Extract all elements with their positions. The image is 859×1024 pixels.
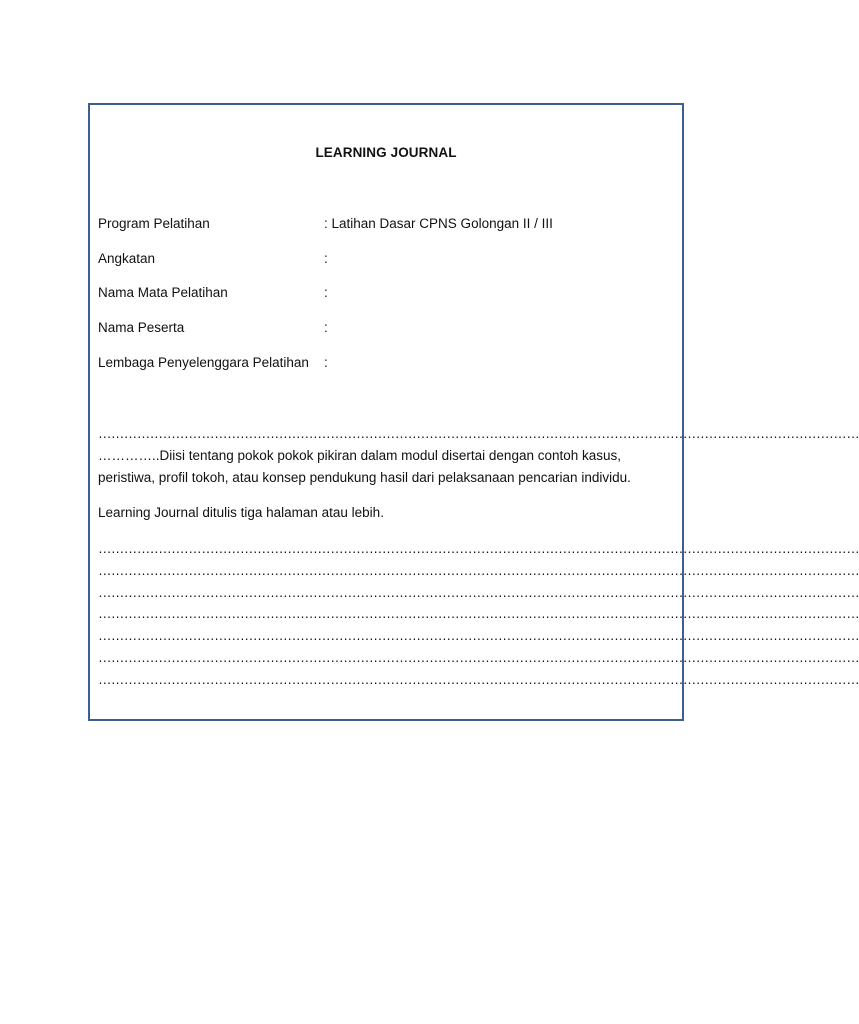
writing-line: …………………………………………………………………………………………………………………………………………………………… — [98, 606, 859, 622]
writing-line: …………………………………………………………………………………………………………………………………………………………… — [98, 671, 859, 687]
field-list — [98, 215, 668, 388]
field-row-peserta — [98, 319, 668, 354]
page-title: LEARNING JOURNAL — [315, 145, 457, 160]
field-label: Nama Mata Pelatihan — [98, 285, 228, 301]
field-label: Angkatan — [98, 250, 156, 266]
journal-description: …………..Diisi tentang pokok pokok pikiran dalam modul disertai dengan contoh kasus, peristiwa, profil tokoh, atau konsep pendukung hasil dari pelaksanaan pencarian individu. — [98, 448, 631, 485]
dot-leader-line: …………………………………………………………………………………………………………………………………………………………… — [98, 426, 859, 441]
writing-line: …………………………………………………………………………………………………………………………………………………………… — [98, 562, 859, 578]
writing-line: …………………………………………………………………………………………………………………………………………………………… — [98, 649, 859, 665]
field-row-mata-pelatihan — [98, 284, 668, 319]
writing-lines — [98, 538, 859, 691]
field-value: : — [324, 354, 328, 370]
field-value: : Latihan Dasar CPNS Golongan II / III — [324, 216, 553, 231]
writing-line: …………………………………………………………………………………………………………………………………………………………… — [98, 628, 859, 644]
field-row-angkatan — [98, 250, 668, 285]
journal-frame — [88, 103, 859, 721]
field-row-lembaga — [98, 354, 668, 389]
field-value: : — [324, 320, 328, 336]
field-label: Lembaga Penyelenggara Pelatihan — [98, 354, 309, 370]
field-value: : — [324, 285, 328, 301]
journal-body — [98, 423, 859, 691]
writing-line: …………………………………………………………………………………………………………………………………………………………… — [98, 541, 859, 556]
writing-line: …………………………………………………………………………………………………………………………………………………………… — [98, 584, 859, 600]
field-label: Nama Peserta — [98, 320, 185, 336]
field-row-program — [98, 215, 668, 250]
field-label: Program Pelatihan — [98, 216, 210, 231]
journal-note: Learning Journal ditulis tiga halaman atau lebih. — [98, 505, 384, 520]
field-value: : — [324, 250, 328, 266]
